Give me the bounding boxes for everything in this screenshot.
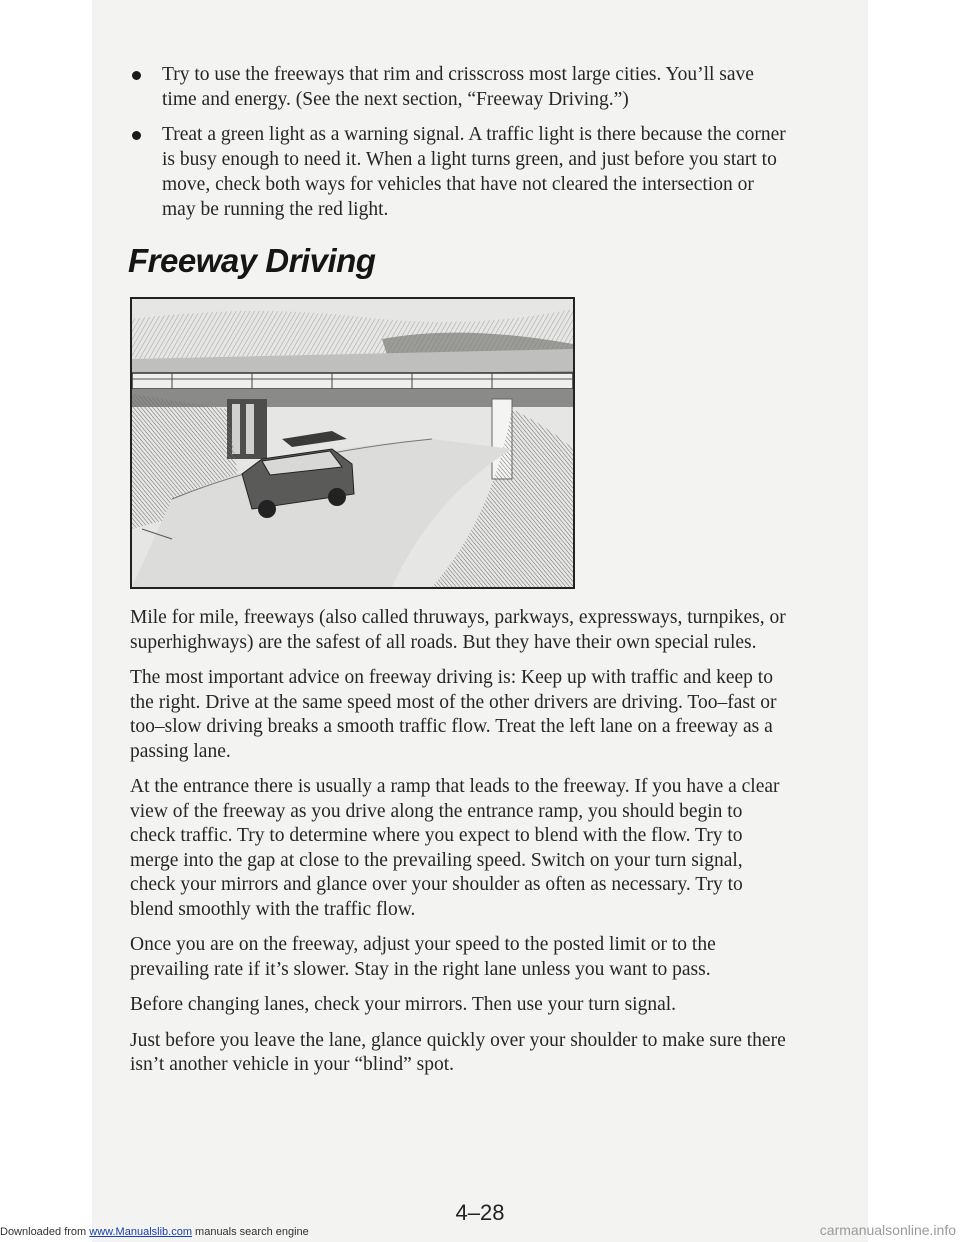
paragraph: Before changing lanes, check your mirrors. Then use your turn signal. — [130, 994, 677, 1015]
page-number: 4–28 — [455, 1200, 505, 1225]
bullet-item: Try to use the freeways that rim and crisscross most large cities. You’ll save time and energy. (See the next section, “Freeway Driving.”) — [130, 62, 790, 112]
paragraph: The most important advice on freeway driving is: Keep up with traffic and keep to the right. Drive at the same speed most of the other drivers are driving. Too–fast or too–slow driving breaks a smooth traffic flow. Treat the left lane on a freeway as a passing lane. — [130, 667, 777, 762]
section-title: Freeway Driving — [128, 242, 376, 279]
bullet-dot-icon — [132, 131, 141, 140]
body-text — [130, 606, 790, 1089]
bullet-item: Treat a green light as a warning signal. A traffic light is there because the corner is busy enough to need it. When a light turns green, and just before you start to move, check both ways for vehicles that have not cleared the intersection or may be running the red light. — [130, 122, 790, 222]
freeway-scene-drawing — [132, 299, 573, 587]
watermark: carmanualsonline.info — [819, 1222, 956, 1238]
paragraph: At the entrance there is usually a ramp that leads to the freeway. If you have a clear view of the freeway as you drive along the entrance ramp, you should begin to check traffic. Try to determine where you expect to blend with the flow. Try to merge into the gap at close to the prevailing speed. Switch on your turn signal, check your mirrors and glance over your shoulder as often as necessary. Try to blend smoothly with the traffic flow. — [130, 776, 780, 920]
bullet-list — [130, 62, 790, 222]
bullet-dot-icon — [132, 71, 141, 80]
download-footer: Downloaded from www.Manualslib.com manuals search engine — [0, 1226, 309, 1238]
top-section — [130, 62, 790, 280]
manualslib-link[interactable]: www.Manualslib.com — [89, 1226, 192, 1238]
freeway-illustration — [130, 297, 575, 589]
paragraph: Once you are on the freeway, adjust your speed to the posted limit or to the prevailing rate if it’s slower. Stay in the right lane unless you want to pass. — [130, 934, 716, 980]
paragraph: Just before you leave the lane, glance quickly over your shoulder to make sure there isn’t another vehicle in your “blind” spot. — [130, 1029, 786, 1075]
paragraph: Mile for mile, freeways (also called thruways, parkways, expressways, turnpikes, or superhighways) are the safest of all roads. But they have their own special rules. — [130, 607, 786, 653]
